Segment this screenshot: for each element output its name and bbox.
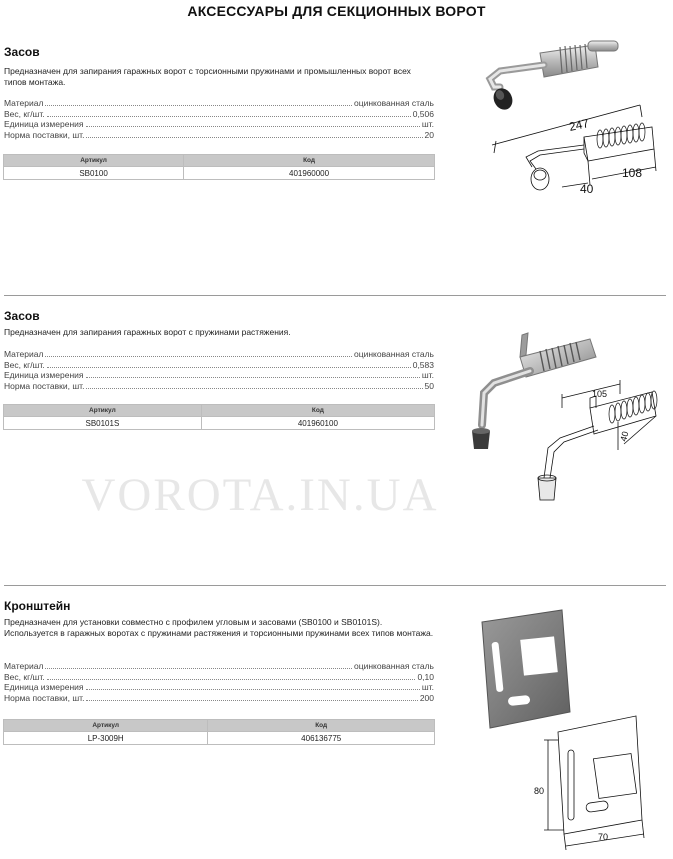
dimension-height: 40 [618, 430, 631, 443]
spec-row-qty [4, 381, 434, 392]
spec-list [4, 98, 434, 140]
spec-row-weight [4, 109, 434, 120]
dimension-height: 40 [580, 182, 594, 196]
table-row [4, 732, 435, 745]
latch-sb0100-drawing [480, 95, 670, 205]
article-cell: LP-3009H [4, 732, 208, 745]
section-divider [4, 295, 666, 296]
spec-label: Норма поставки, шт. [4, 692, 85, 703]
code-header: Код [184, 155, 435, 167]
spec-row-qty [4, 130, 434, 141]
spec-value: оцинкованная сталь [354, 661, 434, 671]
spec-label: Норма поставки, шт. [4, 380, 85, 391]
code-cell: 401960100 [201, 417, 434, 430]
code-cell: 401960000 [184, 167, 435, 180]
spec-value: 20 [424, 129, 434, 140]
spec-value: шт. [421, 119, 434, 130]
article-cell: SB0101S [4, 417, 202, 430]
article-cell: SB0100 [4, 167, 184, 180]
spec-row-unit [4, 119, 434, 130]
code-header: Код [201, 405, 434, 417]
sku-table [3, 404, 435, 430]
spec-value: 0,10 [417, 671, 434, 682]
watermark: VOROTA.IN.UA [81, 469, 439, 521]
spec-label: Вес, кг/шт. [4, 108, 45, 119]
dimension-height: 80 [534, 786, 545, 796]
article-header: Артикул [4, 155, 184, 167]
spec-value: шт. [421, 370, 434, 381]
spec-value: оцинкованная сталь [354, 98, 434, 108]
product-name: Засов [4, 309, 40, 323]
product-description: Предназначен для запирания гаражных ворот с торсионными пружинами и промышленных ворот всех типов монтажа. [4, 66, 411, 87]
spec-row-weight [4, 360, 434, 371]
spec-value: 200 [419, 692, 434, 703]
spec-list [4, 661, 434, 703]
spec-value: 0,583 [412, 359, 434, 370]
page-title: АКСЕССУАРЫ ДЛЯ СЕКЦИОННЫХ ВОРОТ [187, 3, 486, 19]
spec-label: Материал [4, 661, 44, 671]
latch-sb0101s-drawing [520, 378, 670, 508]
product-description: Предназначен для установки совместно с профилем угловым и засовами (SB0100 и SB0101S). Используется в гаражных воротах с пружинами растяжения и торсионными пружинами всех типов монтажа. [4, 617, 434, 638]
article-header: Артикул [4, 720, 208, 732]
table-row [4, 417, 435, 430]
code-header: Код [208, 720, 435, 732]
spec-row-unit [4, 682, 434, 693]
spec-label: Вес, кг/шт. [4, 359, 45, 370]
spec-row-material [4, 349, 434, 360]
article-header: Артикул [4, 405, 202, 417]
spec-list [4, 349, 434, 391]
spec-label: Вес, кг/шт. [4, 671, 45, 682]
spec-value: шт. [421, 682, 434, 693]
spec-label: Материал [4, 349, 44, 359]
product-name: Кронштейн [4, 599, 71, 613]
code-cell: 406136775 [208, 732, 435, 745]
spec-row-qty [4, 693, 434, 704]
spec-value: 50 [424, 380, 434, 391]
sku-table [3, 154, 435, 180]
spec-label: Единица измерения [4, 370, 84, 381]
spec-value: 0,506 [412, 108, 434, 119]
spec-row-unit [4, 370, 434, 381]
spec-row-weight [4, 672, 434, 683]
spec-label: Единица измерения [4, 682, 84, 693]
dimension-length: 247 [567, 116, 591, 134]
section-divider [4, 585, 666, 586]
sku-table [3, 719, 435, 745]
table-row [4, 167, 435, 180]
product-description: Предназначен для запирания гаражных ворот с пружинами растяжения. [4, 327, 291, 337]
spec-label: Единица измерения [4, 119, 84, 130]
spec-value: оцинкованная сталь [354, 349, 434, 359]
dimension-width: 70 [598, 832, 609, 842]
product-name: Засов [4, 45, 40, 59]
spec-row-material [4, 98, 434, 109]
dimension-width: 105 [592, 389, 608, 399]
spec-label: Норма поставки, шт. [4, 129, 85, 140]
dimension-body: 108 [622, 166, 643, 180]
bracket-drawing [530, 710, 670, 855]
spec-row-material [4, 661, 434, 672]
spec-label: Материал [4, 98, 44, 108]
